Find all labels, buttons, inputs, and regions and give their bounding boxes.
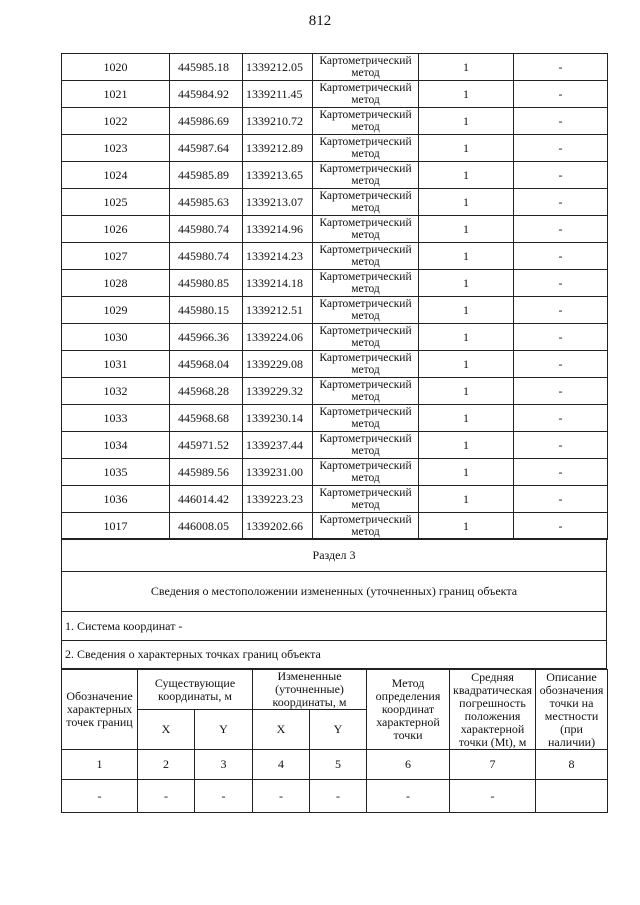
x-cell: 445971.52 — [170, 432, 243, 459]
y-cell: 1339210.72 — [243, 108, 313, 135]
accuracy-cell: 1 — [419, 486, 514, 513]
header-method: Метод определения координат характерной точки — [367, 670, 450, 750]
points-heading: 2. Сведения о характерных точках границ объекта — [62, 641, 607, 669]
y-cell: 1339229.32 — [243, 378, 313, 405]
description-cell: - — [514, 162, 608, 189]
description-cell: - — [514, 216, 608, 243]
point-cell: 1021 — [62, 81, 170, 108]
point-cell: 1027 — [62, 243, 170, 270]
column-number: 6 — [367, 750, 450, 780]
table-row — [62, 378, 608, 405]
column-number: 5 — [310, 750, 367, 780]
table-row — [62, 216, 608, 243]
accuracy-cell: 1 — [419, 270, 514, 297]
point-cell: 1028 — [62, 270, 170, 297]
x-cell: 445985.18 — [170, 54, 243, 81]
section-title: Сведения о местоположении измененных (уточненных) границ объекта — [62, 572, 607, 612]
point-cell: 1024 — [62, 162, 170, 189]
table-row — [62, 54, 608, 81]
x-cell: 445968.04 — [170, 351, 243, 378]
description-cell: - — [514, 243, 608, 270]
accuracy-cell: 1 — [419, 216, 514, 243]
table-row — [62, 324, 608, 351]
x-cell: 445968.68 — [170, 405, 243, 432]
coordinate-system: 1. Система координат - — [62, 612, 607, 641]
column-number: 2 — [138, 750, 195, 780]
method-cell: Картометрический метод — [313, 432, 419, 459]
method-cell: Картометрический метод — [313, 243, 419, 270]
data-cell — [536, 780, 608, 813]
data-cell: - — [253, 780, 310, 813]
accuracy-cell: 1 — [419, 351, 514, 378]
description-cell: - — [514, 513, 608, 540]
point-cell: 1036 — [62, 486, 170, 513]
table-row — [62, 513, 608, 540]
x-cell: 446008.05 — [170, 513, 243, 540]
accuracy-cell: 1 — [419, 513, 514, 540]
method-cell: Картометрический метод — [313, 189, 419, 216]
y-cell: 1339213.07 — [243, 189, 313, 216]
x-cell: 445985.63 — [170, 189, 243, 216]
header-description: Описание обозначения точки на местности (при наличии) — [536, 670, 608, 750]
description-cell: - — [514, 135, 608, 162]
table-row — [62, 135, 608, 162]
data-cell: - — [138, 780, 195, 813]
y-cell: 1339230.14 — [243, 405, 313, 432]
accuracy-cell: 1 — [419, 378, 514, 405]
page-number: 812 — [308, 13, 332, 29]
table-row — [62, 270, 608, 297]
y-cell: 1339212.51 — [243, 297, 313, 324]
y-cell: 1339223.23 — [243, 486, 313, 513]
point-cell: 1030 — [62, 324, 170, 351]
method-cell: Картометрический метод — [313, 324, 419, 351]
accuracy-cell: 1 — [419, 324, 514, 351]
method-cell: Картометрический метод — [313, 162, 419, 189]
point-cell: 1022 — [62, 108, 170, 135]
accuracy-cell: 1 — [419, 243, 514, 270]
table-row — [62, 432, 608, 459]
x-cell: 446014.42 — [170, 486, 243, 513]
y-cell: 1339214.96 — [243, 216, 313, 243]
table-row — [62, 81, 608, 108]
x-cell: 445980.74 — [170, 243, 243, 270]
table-row — [62, 486, 608, 513]
x-cell: 445984.92 — [170, 81, 243, 108]
description-cell: - — [514, 351, 608, 378]
description-cell: - — [514, 108, 608, 135]
table-row — [62, 405, 608, 432]
accuracy-cell: 1 — [419, 81, 514, 108]
x-cell: 445980.74 — [170, 216, 243, 243]
changed-boundaries-table — [61, 669, 608, 813]
header-changed: Измененные (уточненные) координаты, м — [253, 670, 367, 710]
y-cell: 1339212.89 — [243, 135, 313, 162]
table-row — [62, 162, 608, 189]
method-cell: Картометрический метод — [313, 378, 419, 405]
header-changed-y: Y — [310, 710, 367, 750]
method-cell: Картометрический метод — [313, 297, 419, 324]
section-heading: Раздел 3 — [62, 539, 607, 572]
accuracy-cell: 1 — [419, 297, 514, 324]
y-cell: 1339212.05 — [243, 54, 313, 81]
table-row — [62, 189, 608, 216]
description-cell: - — [514, 405, 608, 432]
point-cell: 1033 — [62, 405, 170, 432]
table-row — [62, 351, 608, 378]
x-cell: 445980.15 — [170, 297, 243, 324]
x-cell: 445986.69 — [170, 108, 243, 135]
method-cell: Картометрический метод — [313, 486, 419, 513]
description-cell: - — [514, 324, 608, 351]
y-cell: 1339211.45 — [243, 81, 313, 108]
header-changed-x: X — [253, 710, 310, 750]
column-number: 7 — [450, 750, 536, 780]
data-cell: - — [195, 780, 253, 813]
data-cell: - — [367, 780, 450, 813]
table-row — [62, 243, 608, 270]
accuracy-cell: 1 — [419, 459, 514, 486]
y-cell: 1339202.66 — [243, 513, 313, 540]
point-cell: 1031 — [62, 351, 170, 378]
table-row — [62, 459, 608, 486]
description-cell: - — [514, 459, 608, 486]
method-cell: Картометрический метод — [313, 54, 419, 81]
header-existing-x: X — [138, 710, 195, 750]
point-cell: 1029 — [62, 297, 170, 324]
x-cell: 445987.64 — [170, 135, 243, 162]
accuracy-cell: 1 — [419, 189, 514, 216]
x-cell: 445980.85 — [170, 270, 243, 297]
point-cell: 1026 — [62, 216, 170, 243]
section-header-table — [61, 538, 607, 669]
accuracy-cell: 1 — [419, 108, 514, 135]
accuracy-cell: 1 — [419, 405, 514, 432]
header-designation: Обозначение характерных точек границ — [62, 670, 138, 750]
x-cell: 445966.36 — [170, 324, 243, 351]
header-existing: Существующие координаты, м — [138, 670, 253, 710]
y-cell: 1339214.18 — [243, 270, 313, 297]
description-cell: - — [514, 297, 608, 324]
y-cell: 1339213.65 — [243, 162, 313, 189]
y-cell: 1339229.08 — [243, 351, 313, 378]
point-cell: 1025 — [62, 189, 170, 216]
y-cell: 1339231.00 — [243, 459, 313, 486]
description-cell: - — [514, 81, 608, 108]
accuracy-cell: 1 — [419, 162, 514, 189]
data-cell: - — [62, 780, 138, 813]
accuracy-cell: 1 — [419, 135, 514, 162]
point-cell: 1032 — [62, 378, 170, 405]
method-cell: Картометрический метод — [313, 270, 419, 297]
y-cell: 1339214.23 — [243, 243, 313, 270]
column-number: 8 — [536, 750, 608, 780]
description-cell: - — [514, 54, 608, 81]
y-cell: 1339224.06 — [243, 324, 313, 351]
y-cell: 1339237.44 — [243, 432, 313, 459]
method-cell: Картометрический метод — [313, 81, 419, 108]
description-cell: - — [514, 270, 608, 297]
header-accuracy: Средняя квадратическая погрешность положения характерной точки (Mt), м — [450, 670, 536, 750]
description-cell: - — [514, 432, 608, 459]
column-number: 1 — [62, 750, 138, 780]
method-cell: Картометрический метод — [313, 351, 419, 378]
method-cell: Картометрический метод — [313, 135, 419, 162]
method-cell: Картометрический метод — [313, 459, 419, 486]
point-cell: 1020 — [62, 54, 170, 81]
point-cell: 1023 — [62, 135, 170, 162]
point-cell: 1017 — [62, 513, 170, 540]
description-cell: - — [514, 189, 608, 216]
x-cell: 445968.28 — [170, 378, 243, 405]
method-cell: Картометрический метод — [313, 513, 419, 540]
method-cell: Картометрический метод — [313, 405, 419, 432]
accuracy-cell: 1 — [419, 54, 514, 81]
data-cell: - — [310, 780, 367, 813]
header-existing-y: Y — [195, 710, 253, 750]
column-number: 3 — [195, 750, 253, 780]
table-row — [62, 297, 608, 324]
point-cell: 1035 — [62, 459, 170, 486]
table-row — [62, 108, 608, 135]
description-cell: - — [514, 486, 608, 513]
column-number: 4 — [253, 750, 310, 780]
data-cell: - — [450, 780, 536, 813]
x-cell: 445985.89 — [170, 162, 243, 189]
accuracy-cell: 1 — [419, 432, 514, 459]
coordinates-table — [61, 53, 608, 540]
method-cell: Картометрический метод — [313, 108, 419, 135]
method-cell: Картометрический метод — [313, 216, 419, 243]
point-cell: 1034 — [62, 432, 170, 459]
description-cell: - — [514, 378, 608, 405]
x-cell: 445989.56 — [170, 459, 243, 486]
